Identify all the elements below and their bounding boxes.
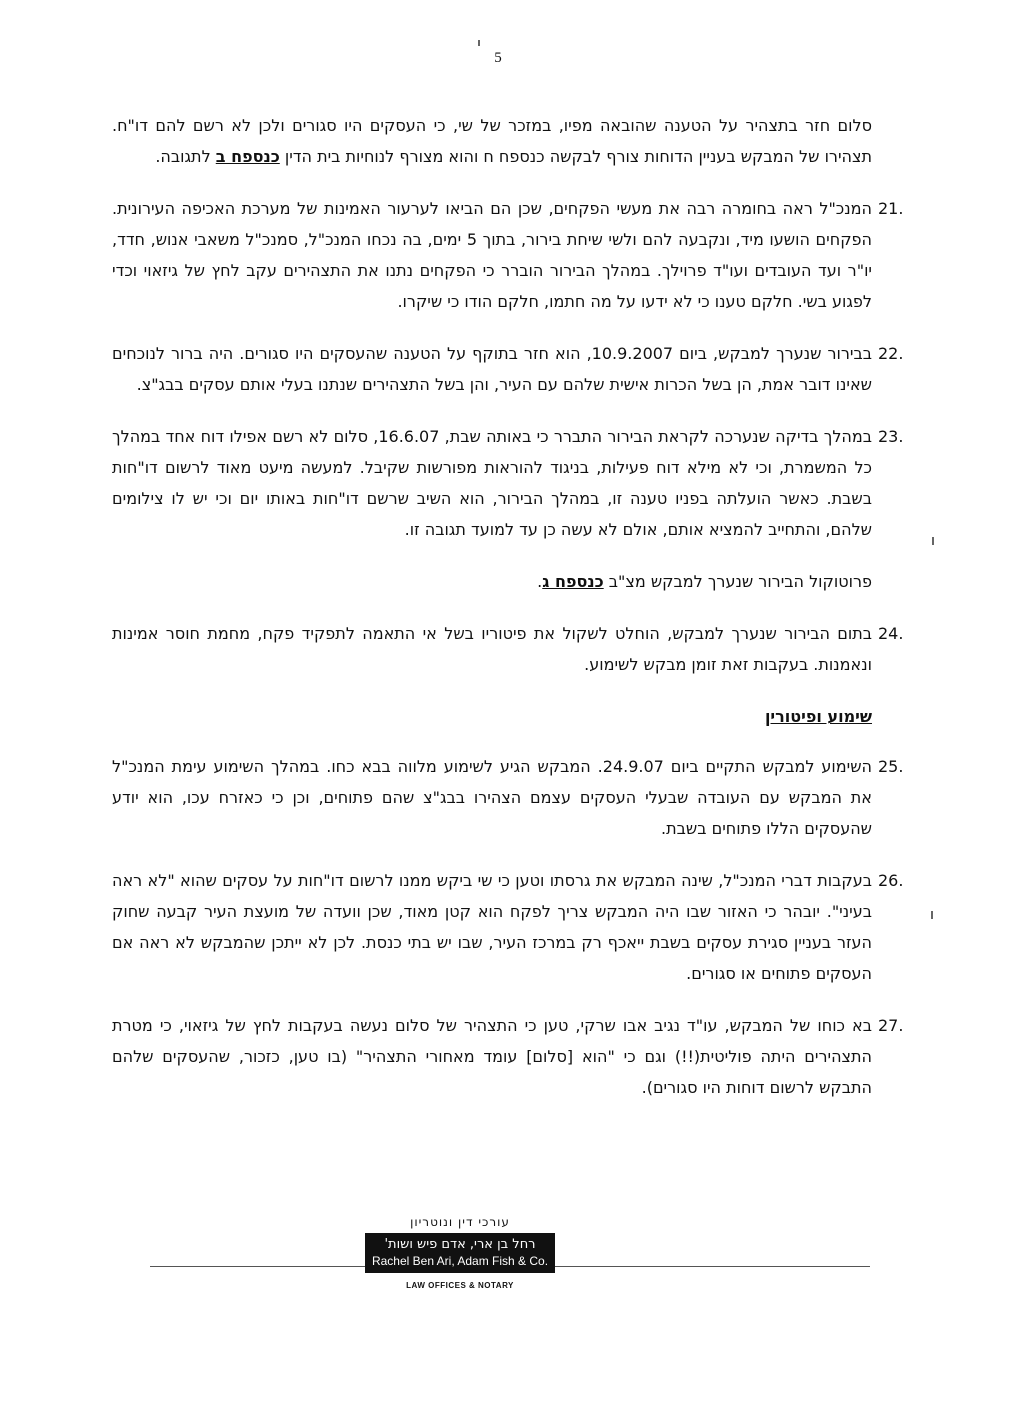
stamp-name-box [365,1233,555,1273]
paragraph-text: השימוע למבקש התקיים ביום 24.9.07. המבקש הגיע לשימוע מלווה בבא כחו. במהלך השימוע עימת המנכ"ל את המבקש עם העובדה שבעלי העסקים עצמם הצהירו בבג"צ שהם פתוחים, וכן כי כאזרח עכו, הוא יודע שהעסקים הללו פתוחים בשבת. [112,757,873,838]
annex-c-label: כנספח ג [542,572,604,591]
protocol-text: פרוטוקול הבירור שנערך למבקש מצ"ב [603,572,872,591]
stamp-top-text: עורכי דין ונוטריון [410,1215,510,1229]
paragraph-25 [112,751,904,844]
paragraph-21 [112,193,904,317]
intro-text: סלום חזר בתצהיר על הטענה שהובאה מפיו, במזכר של שי, כי העסקים היו סגורים ולכן לא רשם להם דו"ח. תצהירו של המבקש בעניין הדוחות צורף לבקשה כנספח ח והוא מצורף לנוחיות בית הדין [112,116,872,166]
intro-text-end: לתגובה. [155,147,216,166]
margin-scan-mark [931,911,933,919]
protocol-text-end: . [537,572,543,591]
paragraph-26 [112,865,904,989]
section-heading: שימוע ופיטורין [764,707,872,726]
stamp-hebrew-name: רחל בן ארי, אדם פיש ושות' [384,1237,536,1252]
paragraph-number: 23. [878,427,904,446]
document-body [112,110,904,1124]
intro-paragraph [112,110,872,172]
paragraph-number: 24. [878,624,904,643]
paragraph-23 [112,421,904,545]
margin-scan-mark [932,537,934,545]
stamp-english-name: Rachel Ben Ari, Adam Fish & Co. [371,1254,549,1268]
paragraph-number: 25. [878,757,904,776]
paragraph-number: 26. [878,871,904,890]
law-office-stamp [362,1215,558,1290]
paragraph-24 [112,618,904,680]
paragraph-text: בבירור שנערך למבקש, ביום 10.9.2007, הוא חזר בתוקף על הטענה שהעסקים היו סגורים. היה ברור לנוכחים שאינו דובר אמת, הן בשל הכרות אישית שלהם עם העיר, והן בשל התצהירים שנתנו בעלי אותם עסקים בבג"צ. [112,344,873,394]
scan-speck [478,40,480,46]
paragraph-number: 21. [878,199,904,218]
protocol-note [112,566,872,597]
paragraph-text: בא כוחו של המבקש, עו"ד נגיב אבו שרקי, טען כי התצהיר של סלום נעשה בעקבות לחץ של גיזאוי, כי מטרת התצהירים היתה פוליטית(!!) וגם כי "הוא [סלום] עומד מאחורי התצהיר" (בו טען, כזכור, שהעסקים שלהם התבקש לרשום דוחות היו סגורים). [112,1016,872,1097]
paragraph-text: במהלך בדיקה שנערכה לקראת הבירור התברר כי באותה שבת, 16.6.07, סלום לא רשם אפילו דוח אחד במהלך כל המשמרת, וכי לא מילא דוח פעילות, בניגוד להוראות מפורשות שקיבל. למעשה מיעט מאוד לרשום דו"חות בשבת. כאשר הועלתה בפניו טענה זו, במהלך הבירור, הוא השיב שרשם דו"חות באותו יום וכי יש לו צילומים שלהם, והתחייב להמציא אותם, אולם לא עשה כן עד למועד תגובה זו. [112,427,872,539]
paragraph-number: 22. [878,344,904,363]
paragraph-22 [112,338,904,400]
annex-b-label: כנספח ב [215,147,280,166]
paragraph-27 [112,1010,904,1103]
stamp-bottom-text: LAW OFFICES & NOTARY [406,1281,514,1290]
page-number: 5 [494,50,502,66]
paragraph-text: בעקבות דברי המנכ"ל, שינה המבקש את גרסתו וטען כי שי ביקש ממנו לרשום דו"חות על עסקים שהוא "לא ראה בעיני". יובהר כי האזור שבו היה המבקש צריך לפקח הוא קטן מאוד, שכן וועדה של מועצת העיר קבעה שחוק העזר בעניין סגירת עסקים בשבת ייאכף רק במרכז העיר, שבו יש בתי כנסת. לכן לא ייתכן שהמבקש לא ראה אם העסקים פתוחים או סגורים. [112,871,872,983]
paragraph-number: 27. [878,1016,904,1035]
paragraph-text: המנכ"ל ראה בחומרה רבה את מעשי הפקחים, שכן הם הביאו לערעור האמינות של מערכת האכיפה העירונית. הפקחים הושעו מיד, ונקבעה להם ולשי שיחת בירור, בתוך 5 ימים, בה נכחו המנכ"ל, סמנכ"ל משאבי אנוש, חדד, יו"ר ועד העובדים ועו"ד פרוילך. במהלך הבירור הוברר כי הפקחים נתנו את התצהירים עקב לחץ של גיזאוי וכדי לפגוע בשי. חלקם טענו כי לא ידעו על מה חתמו, חלקם הודו כי שיקרו. [112,199,872,311]
paragraph-text: בתום הבירור שנערך למבקש, הוחלט לשקול את פיטוריו בשל אי התאמה לתפקיד פקח, מחמת חוסר אמינות ונאמנות. בעקבות זאת זומן מבקש לשימוע. [112,624,872,674]
